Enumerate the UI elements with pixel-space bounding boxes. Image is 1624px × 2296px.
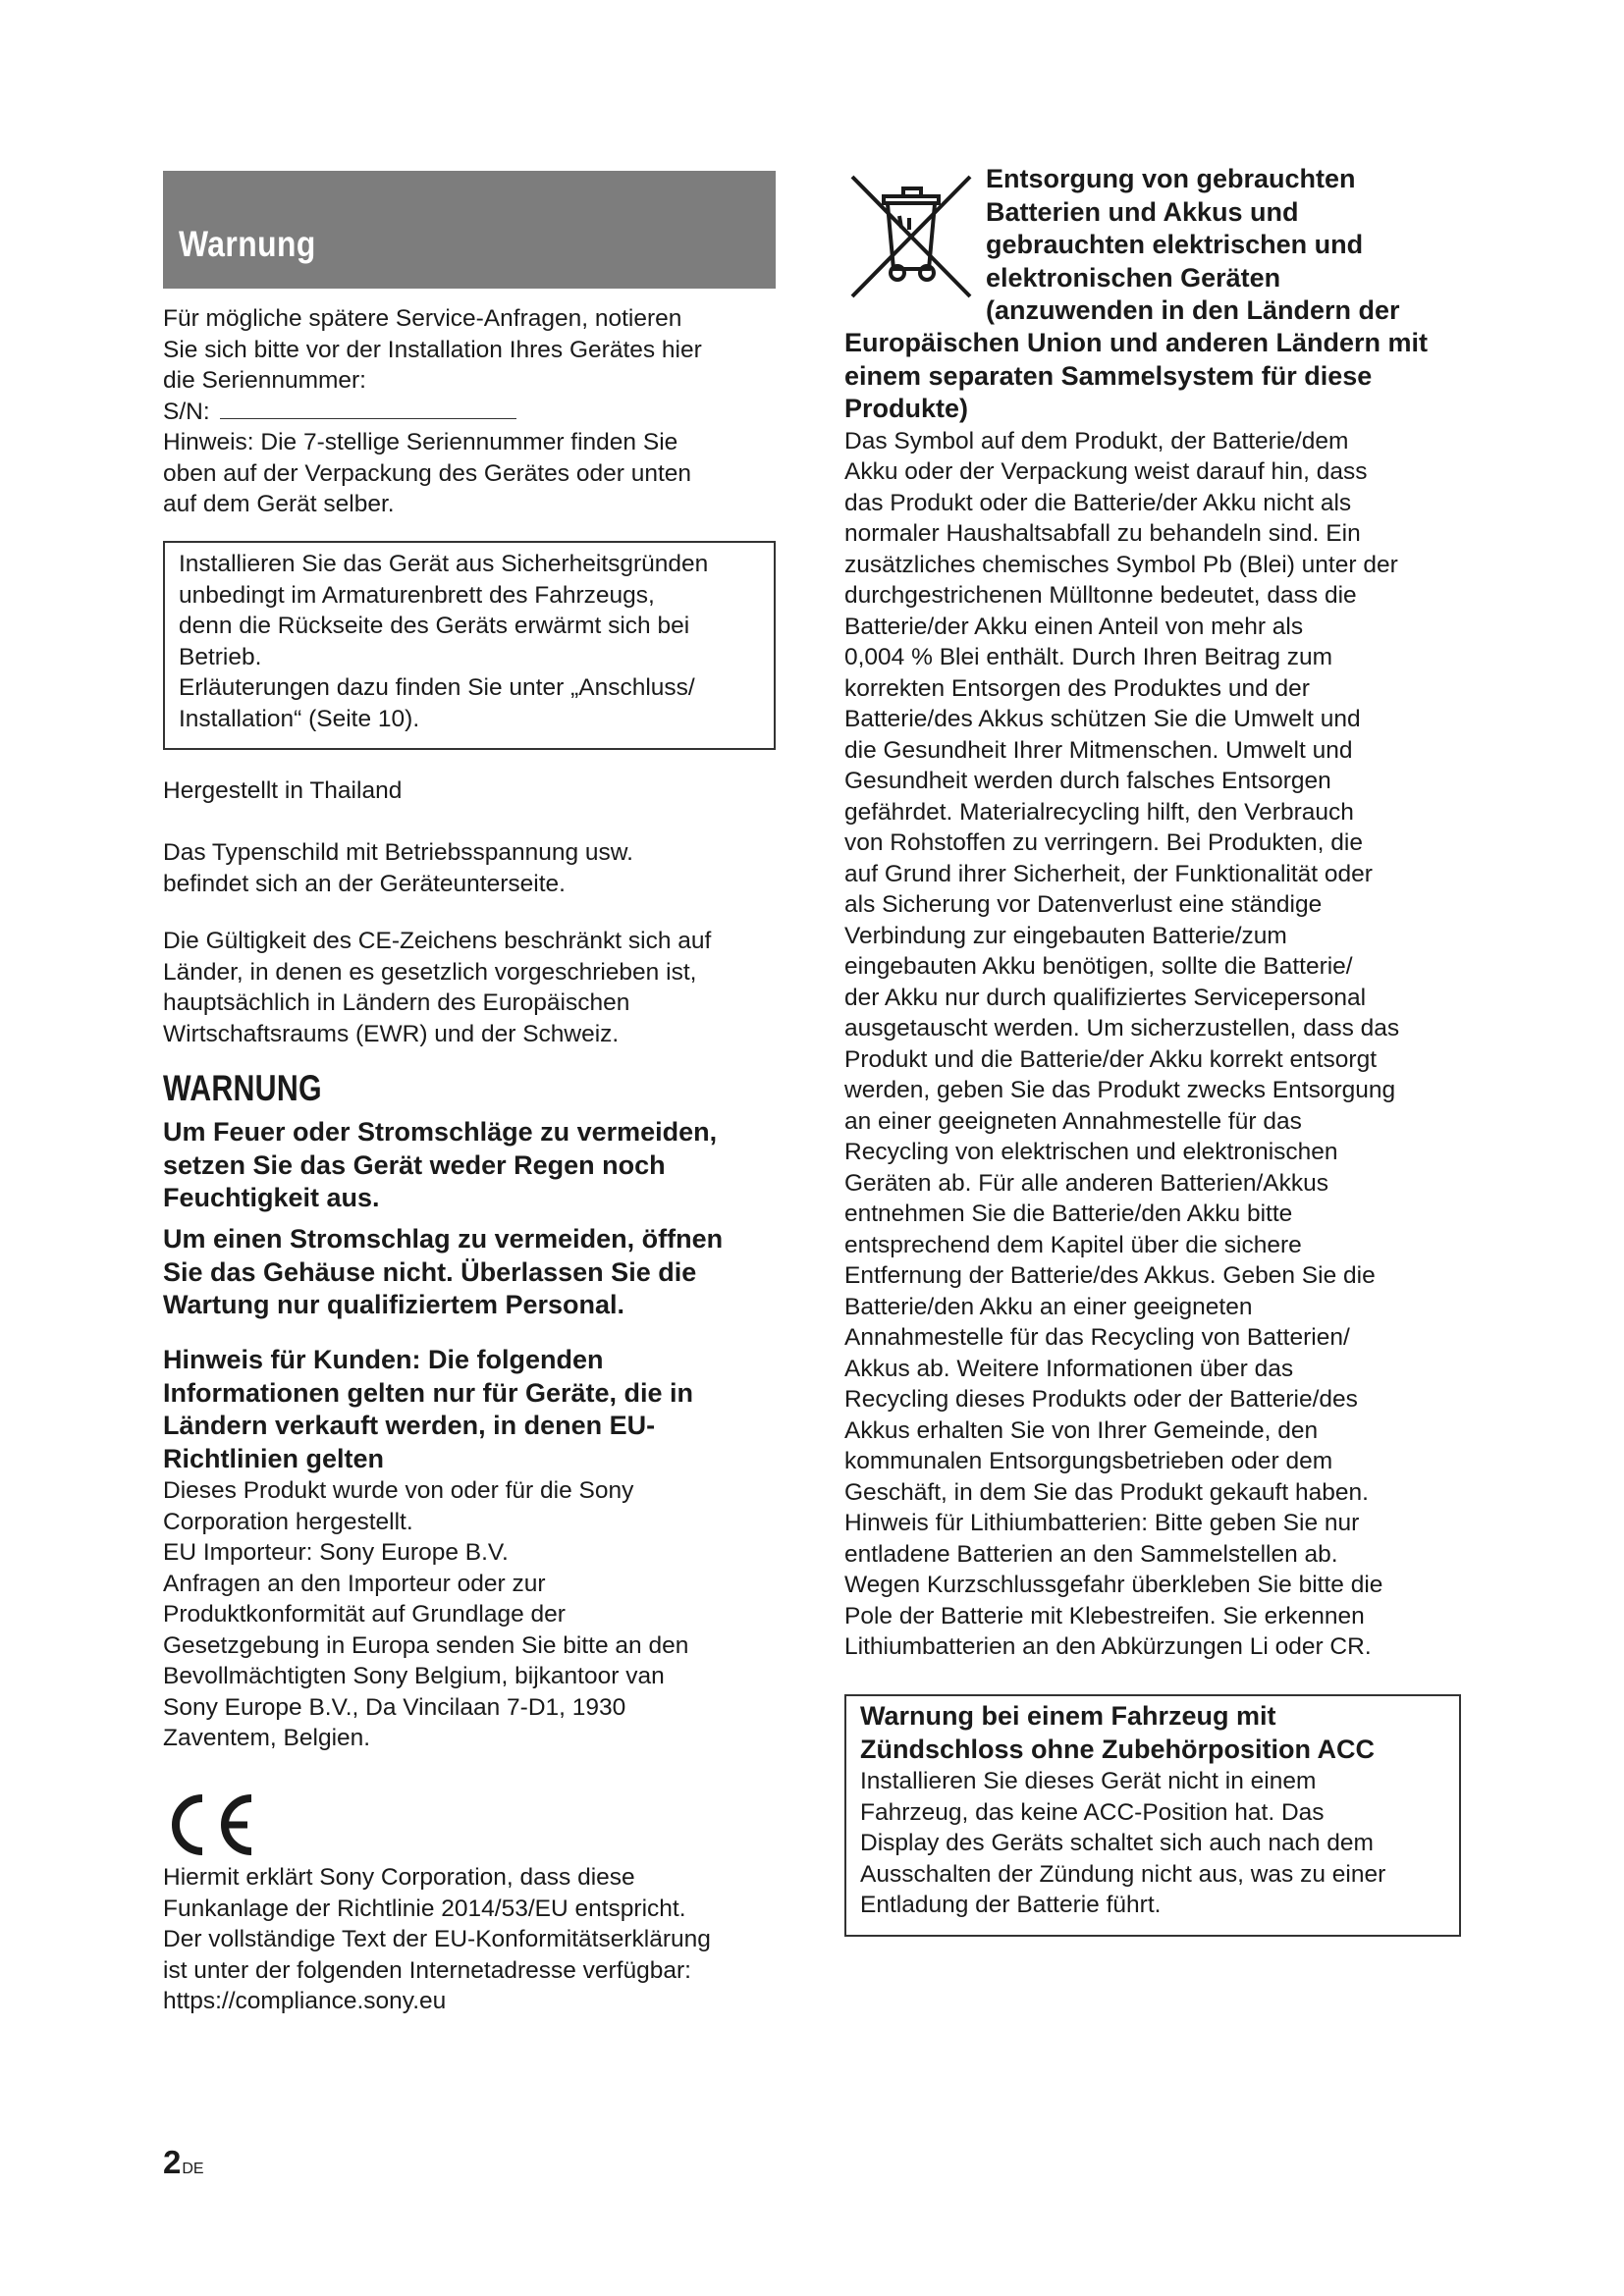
text-line: durchgestrichenen Mülltonne bedeutet, dass die bbox=[844, 582, 1357, 609]
text-line: Wegen Kurzschlussgefahr überkleben Sie bitte die bbox=[844, 1572, 1383, 1598]
text-line: Der vollständige Text der EU-Konformitätserklärung bbox=[163, 1926, 711, 1952]
text-line: Installation“ (Seite 10). bbox=[179, 705, 420, 732]
text-line: Produktkonformität auf Grundlage der bbox=[163, 1601, 566, 1628]
text-line: Produkt und die Batterie/der Akku korrekt entsorgt bbox=[844, 1045, 1378, 1073]
text-line: korrekten Entsorgen des Produktes und der bbox=[844, 674, 1310, 702]
text-line: Länder, in denen es gesetzlich vorgeschrieben ist, bbox=[163, 958, 697, 986]
text-line: Zündschloss ohne Zubehörposition ACC bbox=[860, 1734, 1375, 1764]
disposal-section bbox=[844, 327, 1473, 1663]
text-line: ausgetauscht werden. Um sicherzustellen, dass das bbox=[844, 1015, 1400, 1041]
text-line: Europäischen Union und anderen Ländern mit bbox=[844, 328, 1429, 357]
text-line: Zaventem, Belgien. bbox=[163, 1725, 371, 1751]
text-line: Batterien und Akkus und bbox=[986, 196, 1299, 227]
ce-declaration bbox=[163, 1862, 791, 2017]
text-line: EU Importeur: Sony Europe B.V. bbox=[163, 1539, 509, 1566]
serial-intro bbox=[163, 303, 776, 520]
text-line: Pole der Batterie mit Klebestreifen. Sie erkennen bbox=[844, 1602, 1365, 1629]
compliance-url: https://compliance.sony.eu bbox=[163, 1988, 447, 2014]
made-in bbox=[163, 775, 776, 807]
install-notice-box bbox=[163, 541, 776, 750]
text-line: denn die Rückseite des Geräts erwärmt sich bei bbox=[179, 613, 690, 639]
text-line: zusätzliches chemisches Symbol Pb (Blei) unter der bbox=[844, 551, 1398, 578]
text-line: Informationen gelten nur für Geräte, die in bbox=[163, 1377, 694, 1408]
text-line: Das Symbol auf dem Produkt, der Batterie/dem bbox=[844, 427, 1349, 454]
text-line: eingebauten Akku benötigen, sollte die Batterie/ bbox=[844, 953, 1353, 980]
eu-notice bbox=[163, 1344, 791, 1754]
text-line: entladene Batterien an den Sammelstellen ab. bbox=[844, 1540, 1338, 1568]
disposal-heading-short bbox=[986, 163, 1477, 328]
text-line: gefährdet. Materialrecycling hilft, den Verbrauch bbox=[844, 798, 1354, 826]
text-line: entnehmen Sie die Batterie/den Akku bitte bbox=[844, 1201, 1293, 1227]
text-line: Funkanlage der Richtlinie 2014/53/EU entspricht. bbox=[163, 1895, 686, 1922]
text-line: Sie sich bitte vor der Installation Ihres Gerätes hier bbox=[163, 336, 702, 363]
text-line: 0,004 % Blei enthält. Durch Ihren Beitrag zum bbox=[844, 644, 1333, 670]
serial-label: S/N: bbox=[163, 398, 210, 425]
text-line: Akkus ab. Weitere Informationen über das bbox=[844, 1355, 1294, 1382]
text-line: Display des Geräts schaltet sich auch nach dem bbox=[860, 1830, 1374, 1856]
text-line: Recycling dieses Produkts oder der Batterie/des bbox=[844, 1386, 1358, 1413]
text-line: Batterie/des Akkus schützen Sie die Umwelt und bbox=[844, 706, 1361, 732]
disposal-body bbox=[844, 426, 1473, 1663]
text-line: Annahmestelle für das Recycling von Batterien/ bbox=[844, 1324, 1350, 1351]
warning-fire bbox=[163, 1116, 791, 1215]
text-line: Akkus erhalten Sie von Ihrer Gemeinde, den bbox=[844, 1416, 1319, 1444]
page-language-suffix: DE bbox=[182, 2161, 204, 2177]
text-line: Gesundheit werden durch falsches Entsorgen bbox=[844, 768, 1331, 794]
text-line: befindet sich an der Geräteunterseite. bbox=[163, 870, 566, 897]
acc-warning-box bbox=[844, 1694, 1461, 1937]
text-line: Wirtschaftsraums (EWR) und der Schweiz. bbox=[163, 1020, 620, 1047]
text-line: Für mögliche spätere Service-Anfragen, notieren bbox=[163, 305, 682, 332]
text-line: setzen Sie das Gerät weder Regen noch bbox=[163, 1149, 666, 1180]
text-line: Richtlinien gelten bbox=[163, 1443, 385, 1473]
text-line: Um Feuer oder Stromschläge zu vermeiden, bbox=[163, 1117, 718, 1147]
serial-write-line bbox=[220, 400, 516, 419]
text-line: die Seriennummer: bbox=[163, 367, 366, 394]
text-line: Feuchtigkeit aus. bbox=[163, 1183, 380, 1212]
text-line: Sony Europe B.V., Da Vincilaan 7-D1, 1930 bbox=[163, 1693, 626, 1721]
text-line: das Produkt oder die Batterie/der Akku nicht als bbox=[844, 489, 1352, 516]
text-line: Erläuterungen dazu finden Sie unter „Anschluss/ bbox=[179, 674, 695, 701]
text-line: Hiermit erklärt Sony Corporation, dass diese bbox=[163, 1864, 635, 1891]
text-line: Um einen Stromschlag zu vermeiden, öffnen bbox=[163, 1224, 724, 1254]
text-line: Hinweis für Lithiumbatterien: Bitte geben Sie nur bbox=[844, 1510, 1360, 1536]
text-line: Sie das Gehäuse nicht. Überlassen Sie die bbox=[163, 1256, 697, 1287]
text-line: auf Grund ihrer Sicherheit, der Funktionalität oder bbox=[844, 860, 1373, 887]
text-line: einem separaten Sammelsystem für diese bbox=[844, 360, 1373, 391]
text-line: Das Typenschild mit Betriebsspannung usw. bbox=[163, 839, 633, 866]
text-line: Anfragen an den Importeur oder zur bbox=[163, 1570, 546, 1597]
text-line: Produkte) bbox=[844, 394, 969, 423]
text-line: Ländern verkauft werden, in denen EU- bbox=[163, 1411, 656, 1440]
text-line: Bevollmächtigten Sony Belgium, bijkantoor van bbox=[163, 1663, 665, 1689]
text-line: Verbindung zur eingebauten Batterie/zum bbox=[844, 922, 1287, 949]
warnung-banner bbox=[163, 171, 776, 289]
text-line: Hinweis: Die 7-stellige Seriennummer finden Sie bbox=[163, 429, 678, 455]
text-line: normaler Haushaltsabfall zu behandeln sind. Ein bbox=[844, 520, 1361, 547]
text-line: der Akku nur durch qualifiziertes Servicepersonal bbox=[844, 984, 1367, 1011]
text-line: Geschäft, in dem Sie das Produkt gekauft haben. bbox=[844, 1478, 1369, 1506]
text-line: die Gesundheit Ihrer Mitmenschen. Umwelt und bbox=[844, 736, 1353, 764]
text-line: Recycling von elektrischen und elektronischen bbox=[844, 1139, 1338, 1165]
text-line: ist unter der folgenden Internetadresse verfügbar: bbox=[163, 1956, 691, 1984]
text-line: elektronischen Geräten bbox=[986, 262, 1281, 293]
warning-shock bbox=[163, 1223, 791, 1322]
text-line: Installieren Sie das Gerät aus Sicherheitsgründen bbox=[179, 551, 709, 577]
text-line: entsprechend dem Kapitel über die sichere bbox=[844, 1231, 1302, 1258]
text-line: von Rohstoffen zu verringern. Bei Produkten, die bbox=[844, 829, 1363, 856]
text-line: Dieses Produkt wurde von oder für die Sony bbox=[163, 1477, 634, 1504]
text-line: Warnung bei einem Fahrzeug mit bbox=[860, 1701, 1276, 1731]
text-line: Entsorgung von gebrauchten bbox=[986, 164, 1356, 193]
text-line: (anzuwenden in den Ländern der bbox=[986, 295, 1400, 325]
serial-number-field bbox=[163, 397, 776, 428]
crossed-out-bin-icon bbox=[846, 171, 976, 302]
text-line: auf dem Gerät selber. bbox=[163, 491, 395, 517]
nameplate-note bbox=[163, 837, 776, 899]
text-line: Betrieb. bbox=[179, 643, 262, 670]
text-line: Akku oder der Verpackung weist darauf hin, dass bbox=[844, 458, 1368, 485]
text-line: Batterie/den Akku an einer geeigneten bbox=[844, 1293, 1253, 1320]
text-line: gebrauchten elektrischen und bbox=[986, 230, 1364, 259]
text-line: Hergestellt in Thailand bbox=[163, 777, 403, 804]
text-line: an einer geeigneten Annahmestelle für das bbox=[844, 1107, 1302, 1135]
text-line: Ausschalten der Zündung nicht aus, was zu einer bbox=[860, 1860, 1386, 1888]
text-line: Hinweis für Kunden: Die folgenden bbox=[163, 1345, 604, 1374]
text-line: Wartung nur qualifiziertem Personal. bbox=[163, 1290, 625, 1319]
text-line: unbedingt im Armaturenbrett des Fahrzeugs, bbox=[179, 581, 655, 609]
ce-mark-icon bbox=[163, 1792, 257, 1857]
text-line: hauptsächlich in Ländern des Europäischen bbox=[163, 989, 630, 1016]
page-number-value: 2 bbox=[163, 2144, 182, 2180]
warning-heading: WARNUNG bbox=[163, 1068, 322, 1108]
text-line: Entfernung der Batterie/des Akkus. Geben Sie die bbox=[844, 1262, 1376, 1289]
text-line: Die Gültigkeit des CE-Zeichens beschränkt sich auf bbox=[163, 928, 712, 954]
text-line: Fahrzeug, das keine ACC-Position hat. Das bbox=[860, 1798, 1325, 1826]
text-line: werden, geben Sie das Produkt zwecks Entsorgung bbox=[844, 1077, 1396, 1103]
text-line: kommunalen Entsorgungsbetrieben oder dem bbox=[844, 1448, 1333, 1474]
text-line: Lithiumbatterien an den Abkürzungen Li oder CR. bbox=[844, 1633, 1372, 1660]
text-line: oben auf der Verpackung des Gerätes oder unten bbox=[163, 459, 692, 487]
page-number bbox=[163, 2144, 204, 2181]
text-line: Batterie/der Akku einen Anteil von mehr als bbox=[844, 613, 1304, 640]
text-line: Entladung der Batterie führt. bbox=[860, 1892, 1162, 1918]
text-line: Gesetzgebung in Europa senden Sie bitte an den bbox=[163, 1631, 689, 1659]
text-line: als Sicherung vor Datenverlust eine ständige bbox=[844, 891, 1323, 918]
text-line: Corporation hergestellt. bbox=[163, 1508, 413, 1535]
ce-validity-note bbox=[163, 926, 776, 1049]
banner-title: Warnung bbox=[179, 224, 316, 264]
text-line: Geräten ab. Für alle anderen Batterien/Akkus bbox=[844, 1169, 1329, 1197]
text-line: Installieren Sie dieses Gerät nicht in einem bbox=[860, 1768, 1317, 1794]
